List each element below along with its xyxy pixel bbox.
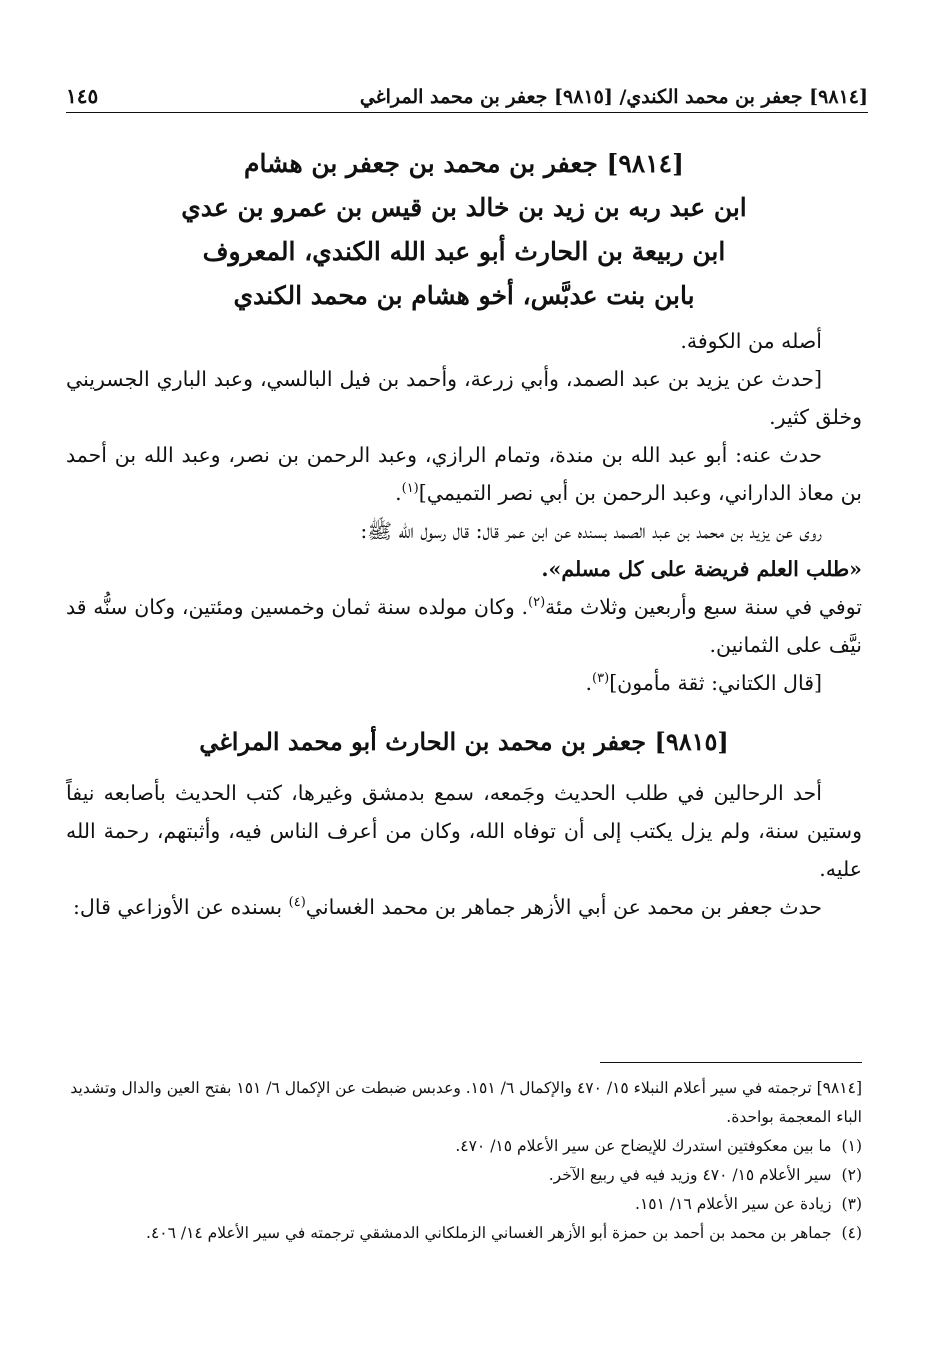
entry-title-line: ابن ربيعة بن الحارث أبو عبد الله الكندي، المعروف — [202, 237, 726, 266]
paragraph-text: . — [585, 671, 593, 695]
footnote-item — [66, 1219, 862, 1248]
footnote-ref-1[interactable]: (١) — [401, 481, 419, 497]
footnote-item — [66, 1132, 862, 1161]
footnote-item — [66, 1190, 862, 1219]
running-title: [٩٨١٤] جعفر بن محمد الكندي/ [٩٨١٥] جعفر بن محمد المراغي — [359, 86, 868, 108]
main-text — [66, 142, 862, 926]
footnote-text: جماهر بن محمد بن أحمد بن حمزة أبو الأزهر الغساني الزملكاني الدمشقي ترجمته في سير الأعلام ١٤/ ٤٠٦. — [146, 1224, 832, 1242]
footnote-text: ما بين معكوفتين استدرك للإيضاح عن سير الأعلام ١٥/ ٤٧٠. — [455, 1137, 832, 1155]
footnote-ref-3[interactable]: (٣) — [592, 671, 610, 687]
paragraph-text: روى عن يزيد بن محمد بن عبد الصمد بسنده عن ابن عمر قال: قال رسول الله ﷺ: — [360, 519, 822, 543]
footnote-rule — [600, 1062, 862, 1063]
paragraph-heard-from — [66, 360, 862, 436]
paragraph-maraghi-bio — [66, 774, 862, 888]
paragraph-text: حدث عنه: أبو عبد الله بن مندة، وتمام الرازي، وعبد الرحمن بن نصر، وعبد الله بن أحمد بن معاذ الداراني، وعبد الرحمن بن أبي نصر التميمي] — [66, 443, 862, 505]
paragraph-students — [66, 436, 862, 512]
paragraph-death — [66, 588, 862, 664]
footnote-ref-2[interactable]: (٢) — [528, 595, 546, 611]
footnote-ref-4[interactable]: (٤) — [288, 895, 306, 911]
paragraph-text: [حدث عن يزيد بن عبد الصمد، وأبي زرعة، وأحمد بن فيل البالسي، وعبد الباري الجسريني وخلق كثير. — [66, 367, 862, 429]
paragraph-text: . وكان مولده سنة ثمان وخمسين ومئتين، وكان سنُّه قد نيَّف على الثمانين. — [66, 595, 862, 657]
paragraph-text: حدث جعفر بن محمد عن أبي الأزهر جماهر بن محمد الغساني — [305, 895, 822, 919]
entry-title-9814 — [66, 142, 862, 318]
paragraph-kattani — [66, 664, 862, 702]
entry-title-line: بابن بنت عدبَّس، أخو هشام بن محمد الكندي — [233, 281, 695, 310]
running-header — [66, 74, 868, 108]
footnote-number: (٢) — [841, 1166, 862, 1184]
footnote-number: (٣) — [841, 1195, 862, 1213]
paragraph-hadith — [66, 550, 862, 588]
footnote-item — [66, 1161, 862, 1190]
entry-title-line: ابن عبد ربه بن زيد بن خالد بن قيس بن عمرو بن عدي — [181, 193, 747, 222]
header-rule — [66, 112, 868, 113]
footnote-number: (١) — [841, 1137, 862, 1155]
footnote-main: [٩٨١٤] ترجمته في سير أعلام النبلاء ١٥/ ٤٧٠ والإكمال ٦/ ١٥١. وعدبس ضبطت عن الإكمال ٦/ ١٥١ بفتح العين والدال وتشديد الباء المعجمة بواحدة. — [70, 1079, 862, 1126]
paragraph-text: [قال الكتاني: ثقة مأمون] — [609, 671, 822, 695]
paragraph-maraghi-narration — [66, 888, 862, 926]
footnote-text: سير الأعلام ١٥/ ٤٧٠ وزيد فيه في ربيع الآخر. — [548, 1166, 832, 1184]
paragraph-text: . — [395, 481, 402, 505]
footnotes — [66, 1074, 862, 1248]
paragraph-narration — [66, 512, 862, 550]
entry-title-9815: [٩٨١٥] جعفر بن محمد بن الحارث أبو محمد المراغي — [199, 727, 729, 756]
paragraph-text: أصله من الكوفة. — [680, 329, 822, 353]
paragraph-text: أحد الرحالين في طلب الحديث وجَمعه، سمع بدمشق وغيرها، كتب الحديث بأصابعه نيفاً وستين سنة، ولم يزل يكتب إلى أن توفاه الله، وكان من أعرف الناس فيه، وأثبتهم، رحمة الله عليه. — [66, 781, 862, 881]
hadith-text: «طلب العلم فريضة على كل مسلم». — [541, 557, 862, 581]
paragraph-text: بسنده عن الأوزاعي قال: — [73, 895, 289, 919]
paragraph-origin — [66, 322, 862, 360]
paragraph-text: توفي في سنة سبع وأربعين وثلاث مئة — [545, 595, 862, 619]
footnote-number: (٤) — [841, 1224, 862, 1242]
footnote-text: زيادة عن سير الأعلام ١٦/ ١٥١. — [635, 1195, 832, 1213]
entry-title-line: [٩٨١٤] جعفر بن محمد بن جعفر بن هشام — [244, 149, 684, 178]
page-number: ١٤٥ — [66, 84, 99, 108]
